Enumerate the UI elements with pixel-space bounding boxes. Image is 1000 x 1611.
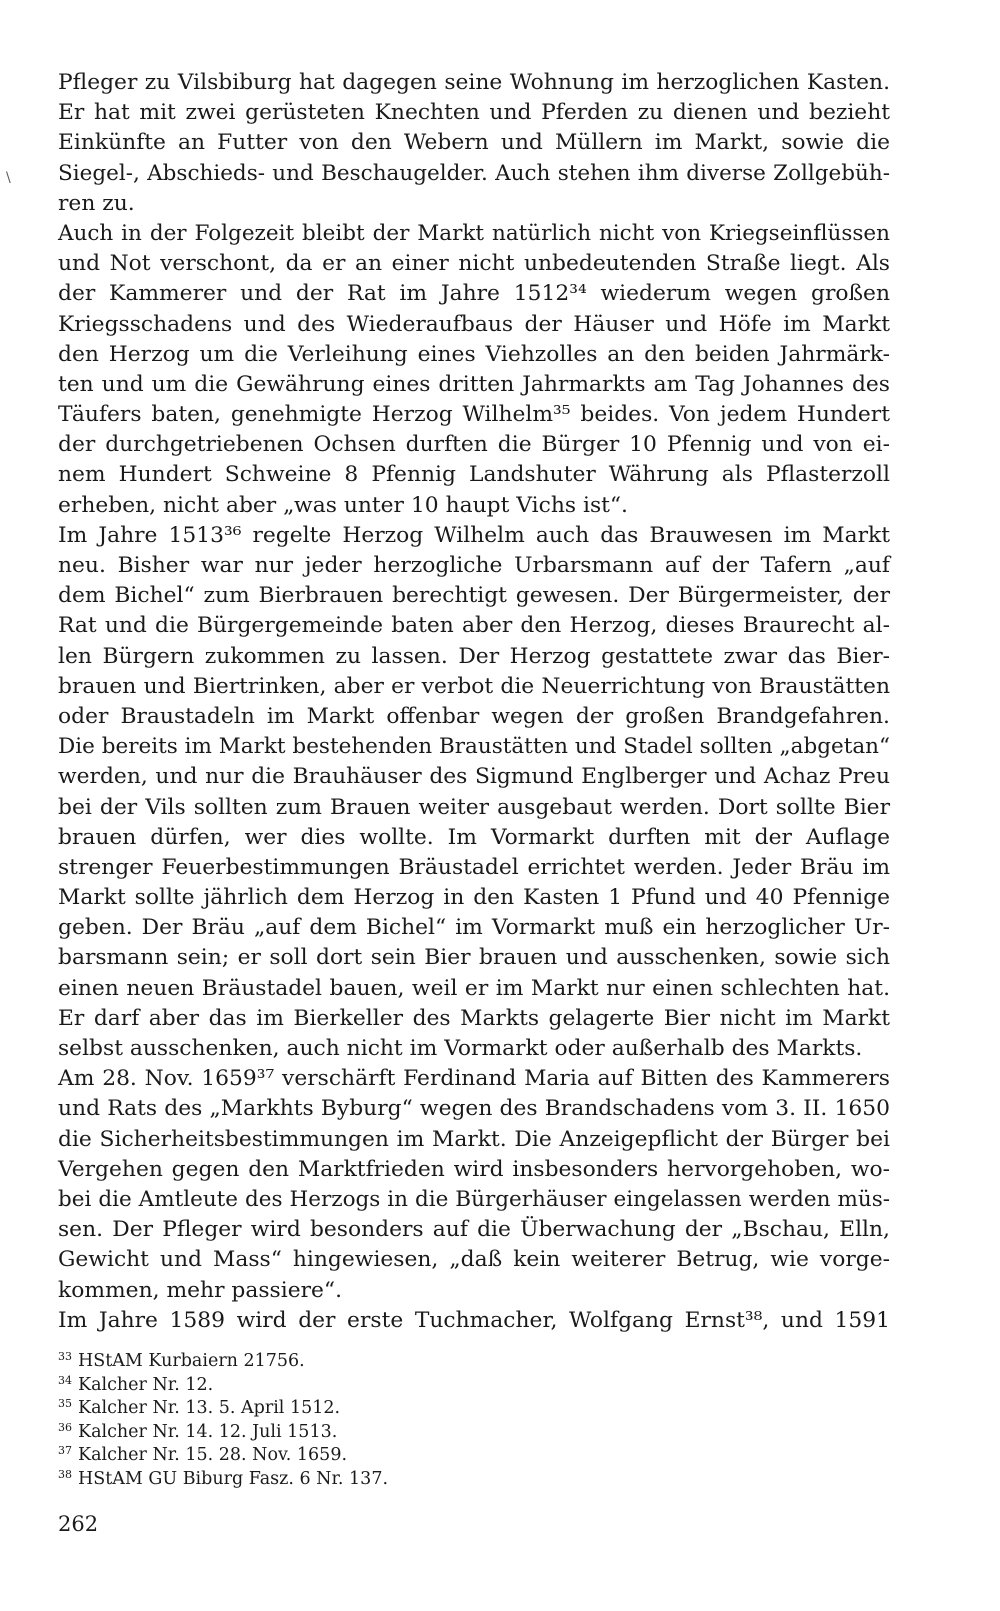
text-line: dem Bichel“ zum Bierbrauen berechtigt gewesen. Der Bürgermeister, der xyxy=(58,583,890,609)
footnote xyxy=(58,1392,658,1419)
footnote-text: Kalcher Nr. 14. 12. Juli 1513. xyxy=(78,1421,338,1442)
footnote xyxy=(58,1345,658,1369)
footnote-text: Kalcher Nr. 15. 28. Nov. 1659. xyxy=(78,1445,348,1466)
text-line: nem Hundert Schweine 8 Pfennig Landshuter Währung als Pflasterzoll xyxy=(58,462,890,488)
body-text xyxy=(58,68,890,1336)
text-line: strenger Feuerbestimmungen Bräustadel errichtet werden. Jeder Bräu im xyxy=(58,854,890,880)
text-line: Pfleger zu Vilsbiburg hat dagegen seine Wohnung im herzoglichen Kasten. xyxy=(58,70,890,95)
text-line: sen. Der Pfleger wird besonders auf die Überwachung der „Bschau, Elln, xyxy=(58,1217,890,1243)
footnote-mark: 33 xyxy=(58,1350,72,1363)
text-line: einen neuen Bräustadel bauen, weil er im Markt nur einen schlechten hat. xyxy=(58,975,890,1001)
footnote xyxy=(58,1463,658,1487)
text-line: Er hat mit zwei gerüsteten Knechten und Pferden zu dienen und bezieht xyxy=(58,100,890,126)
footnote xyxy=(58,1439,658,1466)
text-line: ren zu. xyxy=(58,190,135,216)
text-line: bei die Amtleute des Herzogs in die Bürgerhäuser eingelassen werden müs- xyxy=(58,1186,890,1212)
footnote-text: Kalcher Nr. 13. 5. April 1512. xyxy=(78,1398,341,1419)
text-line: len Bürgern zukommen zu lassen. Der Herzog gestattete zwar das Bier- xyxy=(58,643,890,669)
page-number: 262 xyxy=(58,1512,99,1536)
text-line: Täufers baten, genehmigte Herzog Wilhelm³⁵ beides. Von jedem Hundert xyxy=(58,402,890,428)
text-line: erheben, nicht aber „was unter 10 haupt Vichs ist“. xyxy=(58,492,628,518)
text-line: Vergehen gegen den Marktfrieden wird insbesonders hervorgehoben, wo- xyxy=(58,1156,890,1182)
text-line: die Sicherheitsbestimmungen im Markt. Die Anzeigepflicht der Bürger bei xyxy=(58,1126,890,1152)
footnote xyxy=(58,1369,658,1393)
text-line: brauen und Biertrinken, aber er verbot die Neuerrichtung von Braustätten xyxy=(58,673,890,699)
text-line: kommen, mehr passiere“. xyxy=(58,1277,342,1303)
text-line: den Herzog um die Verleihung eines Viehzolles an den beiden Jahrmärk- xyxy=(58,341,890,367)
text-line: Einkünfte an Futter von den Webern und Müllern im Markt, sowie die xyxy=(58,130,890,156)
footnote-text: Kalcher Nr. 12. xyxy=(78,1374,214,1395)
text-line: Am 28. Nov. 1659³⁷ verschärft Ferdinand Maria auf Bitten des Kammerers xyxy=(58,1066,890,1092)
footnote-mark: 36 xyxy=(58,1420,72,1434)
text-line: der Kammerer und der Rat im Jahre 1512³⁴ wiederum wegen großen xyxy=(58,281,890,307)
text-line: der durchgetriebenen Ochsen durften die Bürger 10 Pfennig und von ei- xyxy=(58,432,890,458)
text-line: Die bereits im Markt bestehenden Braustätten und Stadel sollten „abgetan“ xyxy=(58,734,890,760)
text-line: geben. Der Bräu „auf dem Bichel“ im Vormarkt muß ein herzoglicher Ur- xyxy=(58,915,890,941)
footnote-mark: 37 xyxy=(58,1444,72,1458)
text-line: ten und um die Gewährung eines dritten Jahrmarkts am Tag Johannes des xyxy=(58,371,890,397)
text-line: bei der Vils sollten zum Brauen weiter ausgebaut werden. Dort sollte Bier xyxy=(58,794,890,820)
text-line: Markt sollte jährlich dem Herzog in den Kasten 1 Pfund und 40 Pfennige xyxy=(58,885,890,911)
text-line: selbst ausschenken, auch nicht im Vormarkt oder außerhalb des Markts. xyxy=(58,1036,863,1061)
footnote xyxy=(58,1416,658,1440)
text-line: Im Jahre 1589 wird der erste Tuchmacher, Wolfgang Ernst³⁸, und 1591 xyxy=(58,1307,890,1333)
text-line: Gewicht und Mass“ hingewiesen, „daß kein weiterer Betrug, wie vorge- xyxy=(58,1247,890,1273)
text-line: brauen dürfen, wer dies wollte. Im Vormarkt durften mit der Auflage xyxy=(58,824,890,850)
footnote-mark: 38 xyxy=(58,1467,72,1481)
footnote-text: HStAM Kurbaiern 21756. xyxy=(78,1351,305,1371)
text-line: Auch in der Folgezeit bleibt der Markt natürlich nicht von Kriegseinflüssen xyxy=(58,220,890,246)
text-line: barsmann sein; er soll dort sein Bier brauen und ausschenken, sowie sich xyxy=(58,945,890,971)
text-line: neu. Bisher war nur jeder herzogliche Urbarsmann auf der Tafern „auf xyxy=(58,553,890,578)
footnotes xyxy=(58,1345,658,1487)
text-line: Kriegsschadens und des Wiederaufbaus der Häuser und Höfe im Markt xyxy=(58,311,890,337)
text-line: Siegel-, Abschieds- und Beschaugelder. Auch stehen ihm diverse Zollgebüh- xyxy=(58,160,890,186)
text-line: oder Braustadeln im Markt offenbar wegen der großen Brandgefahren. xyxy=(58,703,890,729)
text-line: Er darf aber das im Bierkeller des Markts gelagerte Bier nicht im Markt xyxy=(58,1005,890,1031)
text-line: Rat und die Bürgergemeinde baten aber den Herzog, dieses Braurecht al- xyxy=(58,613,890,639)
margin-mark: \ xyxy=(6,170,11,186)
footnote-mark: 35 xyxy=(58,1397,72,1411)
text-line: Im Jahre 1513³⁶ regelte Herzog Wilhelm auch das Brauwesen im Markt xyxy=(58,522,890,548)
text-line: und Not verschont, da er an einer nicht unbedeutenden Straße liegt. Als xyxy=(58,251,890,277)
footnote-text: HStAM GU Biburg Fasz. 6 Nr. 137. xyxy=(78,1468,389,1489)
text-line: werden, und nur die Brauhäuser des Sigmund Englberger und Achaz Preu xyxy=(58,764,890,790)
footnote-mark: 34 xyxy=(58,1373,72,1387)
text-line: und Rats des „Markhts Byburg“ wegen des Brandschadens vom 3. II. 1650 xyxy=(58,1096,890,1122)
